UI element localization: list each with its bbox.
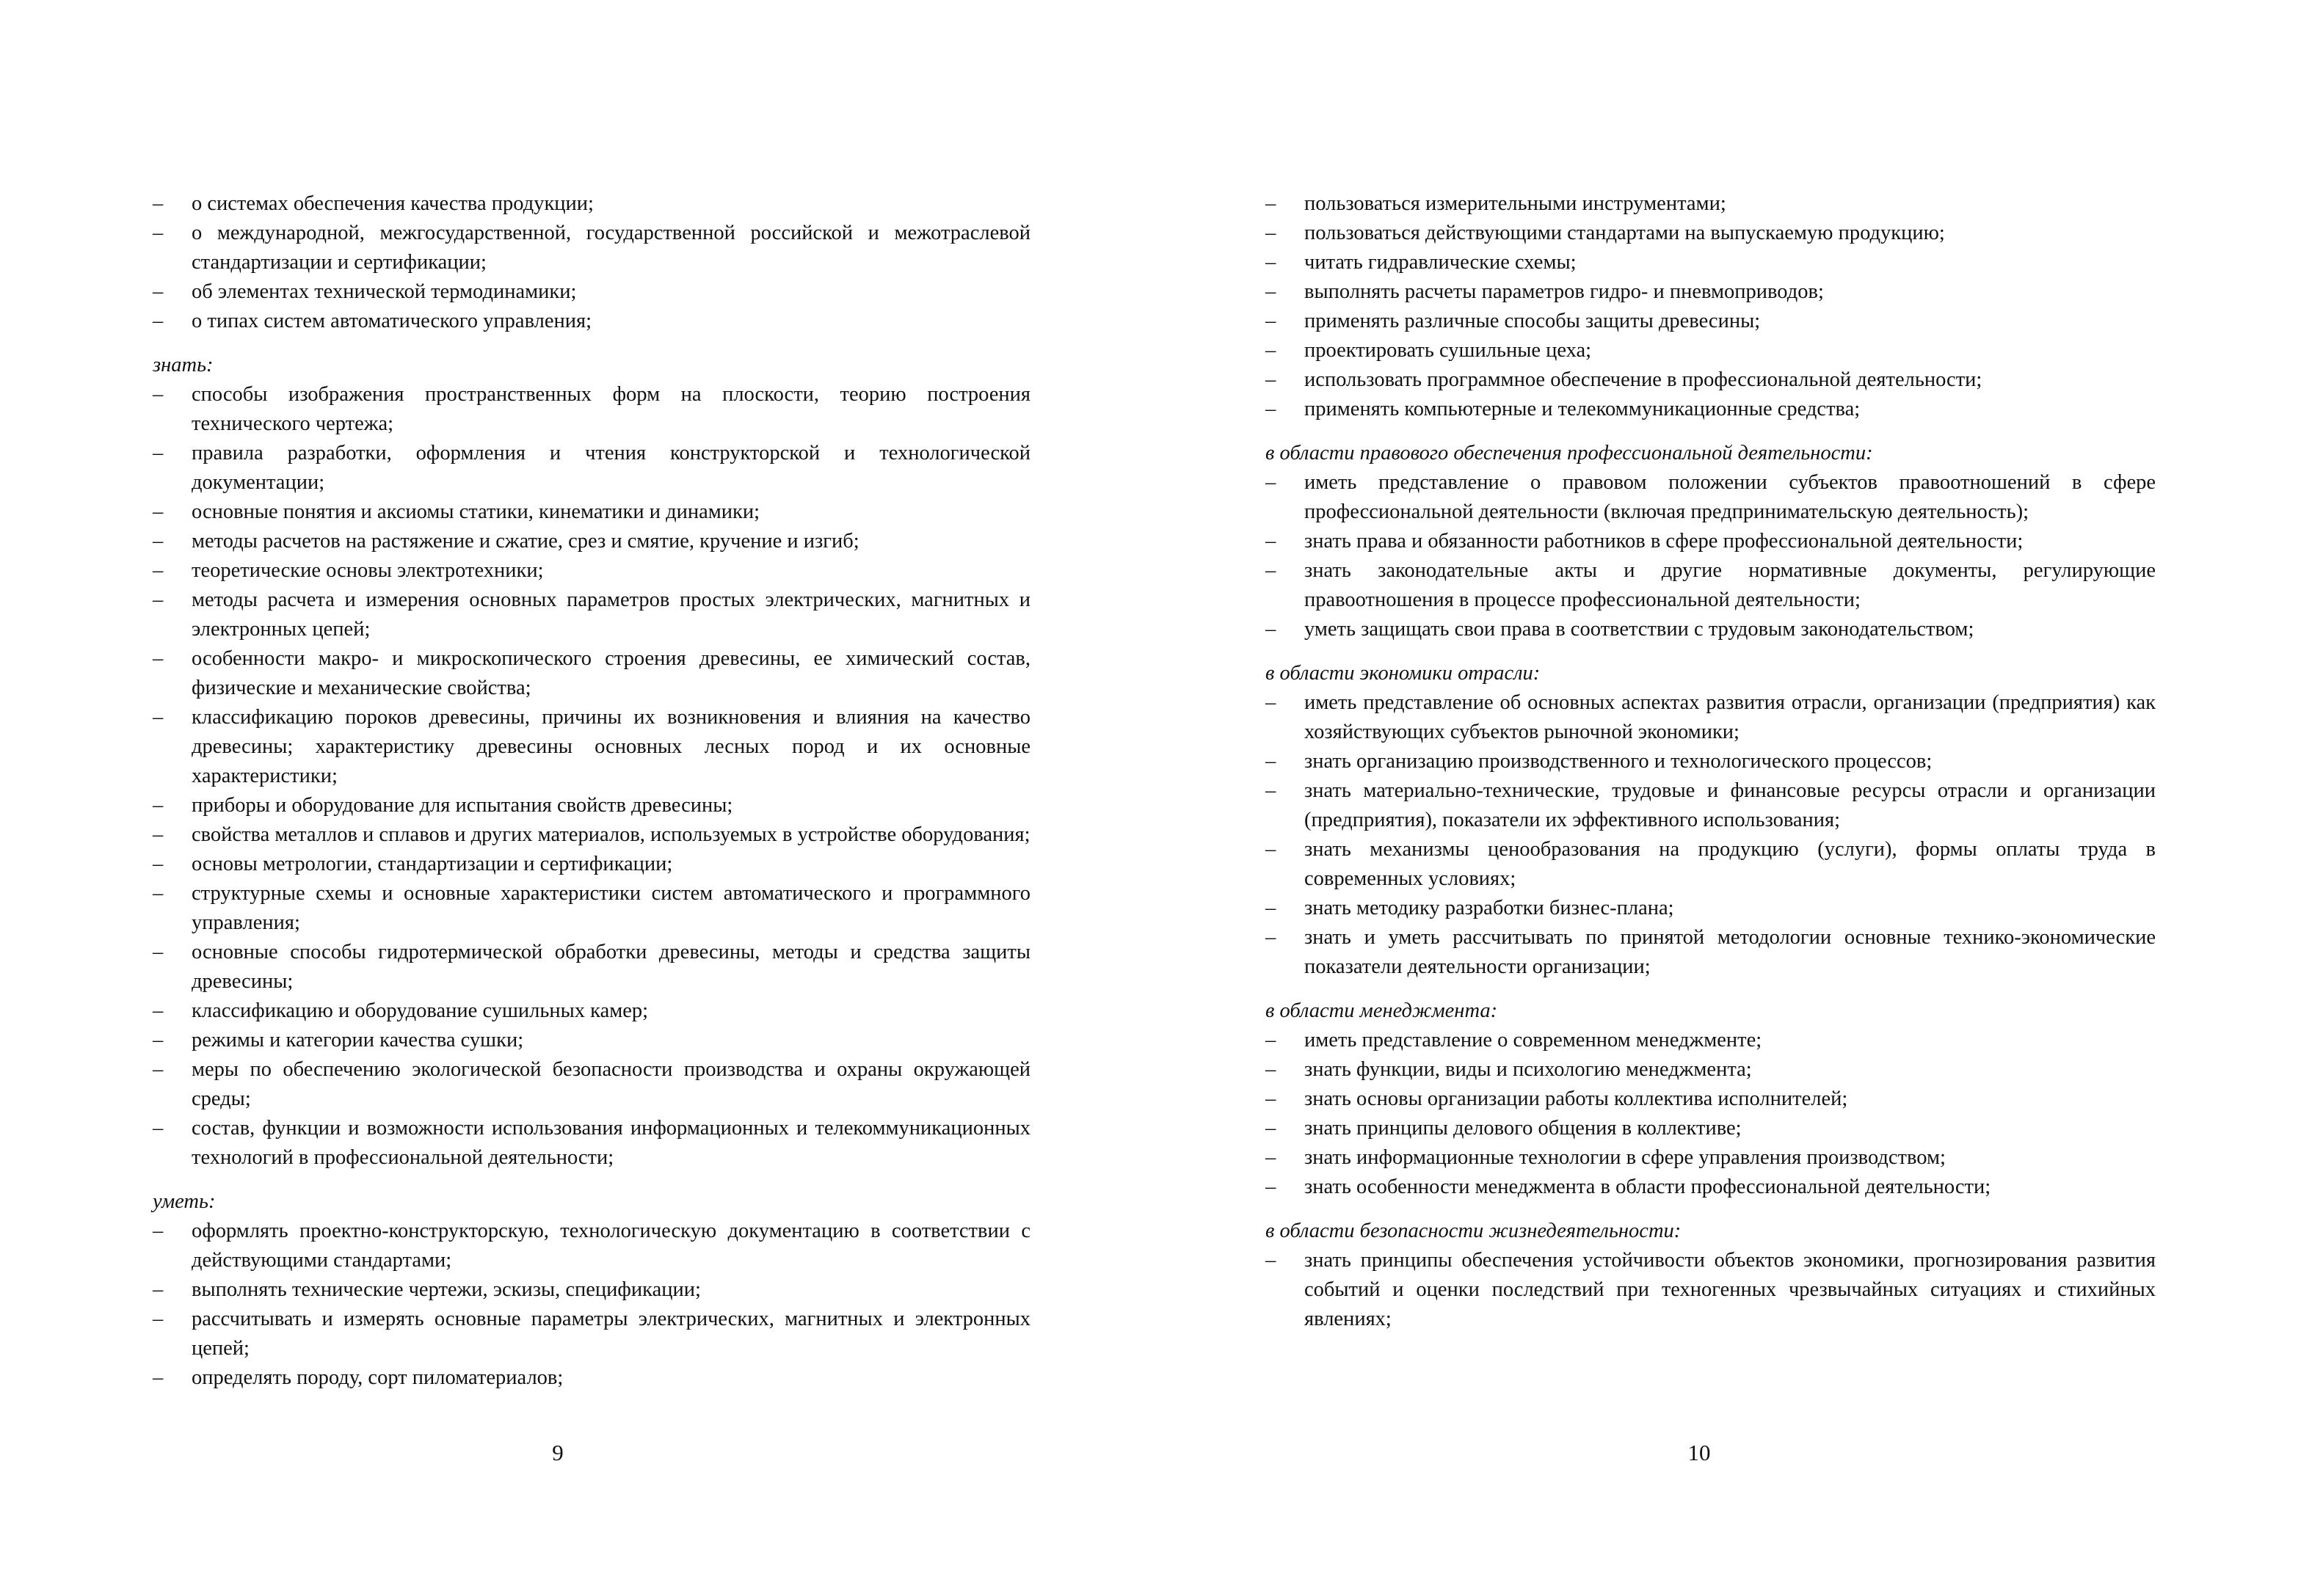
list-item: – знать материально-технические, трудовые и финансовые ресурсы отрасли и организации (предприятия), показатели их эффективного использования;: [1265, 776, 2156, 835]
list-item: – знать методику разработки бизнес-плана;: [1265, 894, 2156, 923]
right-page: [1156, 0, 2312, 1596]
can-list: [153, 1217, 1030, 1393]
list-item: – знать функции, виды и психологию менеджмента;: [1265, 1055, 2156, 1085]
left-page-content: [153, 189, 1030, 1393]
safety-heading: в области безопасности жизнедеятельности:: [1265, 1220, 1682, 1242]
list-item: – пользоваться измерительными инструментами;: [1265, 189, 2156, 219]
list-item: – знать принципы делового общения в коллективе;: [1265, 1114, 2156, 1143]
legal-heading: в области правового обеспечения профессиональной деятельности:: [1265, 442, 1873, 464]
know-heading: знать:: [153, 354, 214, 376]
list-item: – выполнять расчеты параметров гидро- и пневмоприводов;: [1265, 277, 2156, 307]
list-item: – основы метрологии, стандартизации и сертификации;: [153, 850, 1030, 879]
list-item: – знать организацию производственного и технологического процессов;: [1265, 747, 2156, 776]
list-item: – рассчитывать и измерять основные параметры электрических, магнитных и электронных цепей;: [153, 1305, 1030, 1363]
list-item: – использовать программное обеспечение в профессиональной деятельности;: [1265, 365, 2156, 395]
list-item: – знать информационные технологии в сфере управления производством;: [1265, 1143, 2156, 1173]
right-intro-list: [1265, 189, 2156, 424]
page-number-left: 9: [552, 1440, 564, 1465]
safety-list: [1265, 1246, 2156, 1334]
list-item: – применять различные способы защиты древесины;: [1265, 307, 2156, 336]
list-item: – знать законодательные акты и другие нормативные документы, регулирующие правоотношения в процессе профессиональной деятельности;: [1265, 556, 2156, 615]
list-item: – о системах обеспечения качества продукции;: [153, 189, 1030, 219]
legal-list: [1265, 468, 2156, 644]
list-item: – приборы и оборудование для испытания свойств древесины;: [153, 791, 1030, 820]
list-item: – режимы и категории качества сушки;: [153, 1026, 1030, 1055]
list-item: – знать особенности менеджмента в области профессиональной деятельности;: [1265, 1173, 2156, 1202]
list-item: – знать права и обязанности работников в сфере профессиональной деятельности;: [1265, 527, 2156, 556]
management-list: [1265, 1026, 2156, 1202]
list-item: – о международной, межгосударственной, государственной российской и межотраслевой стандартизации и сертификации;: [153, 219, 1030, 277]
list-item: – методы расчета и измерения основных параметров простых электрических, магнитных и электронных цепей;: [153, 586, 1030, 644]
list-item: – основные понятия и аксиомы статики, кинематики и динамики;: [153, 498, 1030, 527]
list-item: – иметь представление о современном менеджменте;: [1265, 1026, 2156, 1055]
list-item: – классификацию и оборудование сушильных камер;: [153, 996, 1030, 1026]
list-item: – меры по обеспечению экологической безопасности производства и охраны окружающей среды;: [153, 1055, 1030, 1114]
list-item: – читать гидравлические схемы;: [1265, 248, 2156, 277]
list-item: – методы расчетов на растяжение и сжатие, срез и смятие, кручение и изгиб;: [153, 527, 1030, 556]
list-item: – оформлять проектно-конструкторскую, технологическую документацию в соответствии с действующими стандартами;: [153, 1217, 1030, 1275]
list-item: – классификацию пороков древесины, причины их возникновения и влияния на качество древесины; характеристику древесины основных лесных пород и их основные характеристики;: [153, 703, 1030, 791]
list-item: – выполнять технические чертежи, эскизы, спецификации;: [153, 1275, 1030, 1305]
list-item: – применять компьютерные и телекоммуникационные средства;: [1265, 395, 2156, 424]
list-item: – об элементах технической термодинамики;: [153, 277, 1030, 307]
list-item: – правила разработки, оформления и чтения конструкторской и технологической документации;: [153, 439, 1030, 498]
list-item: – способы изображения пространственных форм на плоскости, теорию построения технического чертежа;: [153, 380, 1030, 439]
list-item: – определять породу, сорт пиломатериалов;: [153, 1363, 1030, 1393]
list-item: – свойства металлов и сплавов и других материалов, используемых в устройстве оборудования;: [153, 820, 1030, 850]
list-item: – знать принципы обеспечения устойчивости объектов экономики, прогнозирования развития событий и оценки последствий при техногенных чрезвычайных ситуациях и стихийных явлениях;: [1265, 1246, 2156, 1334]
list-item: – знать и уметь рассчитывать по принятой методологии основные технико-экономические показатели деятельности организации;: [1265, 923, 2156, 982]
list-item: – состав, функции и возможности использования информационных и телекоммуникационных технологий в профессиональной деятельности;: [153, 1114, 1030, 1173]
list-item: – знать основы организации работы коллектива исполнителей;: [1265, 1085, 2156, 1114]
list-item: – иметь представление о правовом положении субъектов правоотношений в сфере профессиональной деятельности (включая предпринимательскую деятельность);: [1265, 468, 2156, 527]
list-item: – уметь защищать свои права в соответствии с трудовым законодательством;: [1265, 615, 2156, 644]
list-item: – особенности макро- и микроскопического строения древесины, ее химический состав, физические и механические свойства;: [153, 644, 1030, 703]
list-item: – основные способы гидротермической обработки древесины, методы и средства защиты древесины;: [153, 938, 1030, 996]
know-list: [153, 380, 1030, 1173]
list-item: – структурные схемы и основные характеристики систем автоматического и программного управления;: [153, 879, 1030, 938]
list-item: – знать механизмы ценообразования на продукцию (услуги), формы оплаты труда в современных условиях;: [1265, 835, 2156, 894]
can-heading: уметь:: [153, 1190, 216, 1213]
list-item: – пользоваться действующими стандартами на выпускаемую продукцию;: [1265, 219, 2156, 248]
page-number-right: 10: [1687, 1440, 1711, 1465]
economics-list: [1265, 688, 2156, 982]
list-item: – о типах систем автоматического управления;: [153, 307, 1030, 336]
list-item: – проектировать сушильные цеха;: [1265, 336, 2156, 365]
list-item: – теоретические основы электротехники;: [153, 556, 1030, 586]
list-item: – иметь представление об основных аспектах развития отрасли, организации (предприятия) как хозяйствующих субъектов рыночной экономики;: [1265, 688, 2156, 747]
management-heading: в области менеджмента:: [1265, 999, 1498, 1022]
right-page-content: [1265, 189, 2156, 1334]
left-intro-list: [153, 189, 1030, 336]
economics-heading: в области экономики отрасли:: [1265, 662, 1541, 685]
